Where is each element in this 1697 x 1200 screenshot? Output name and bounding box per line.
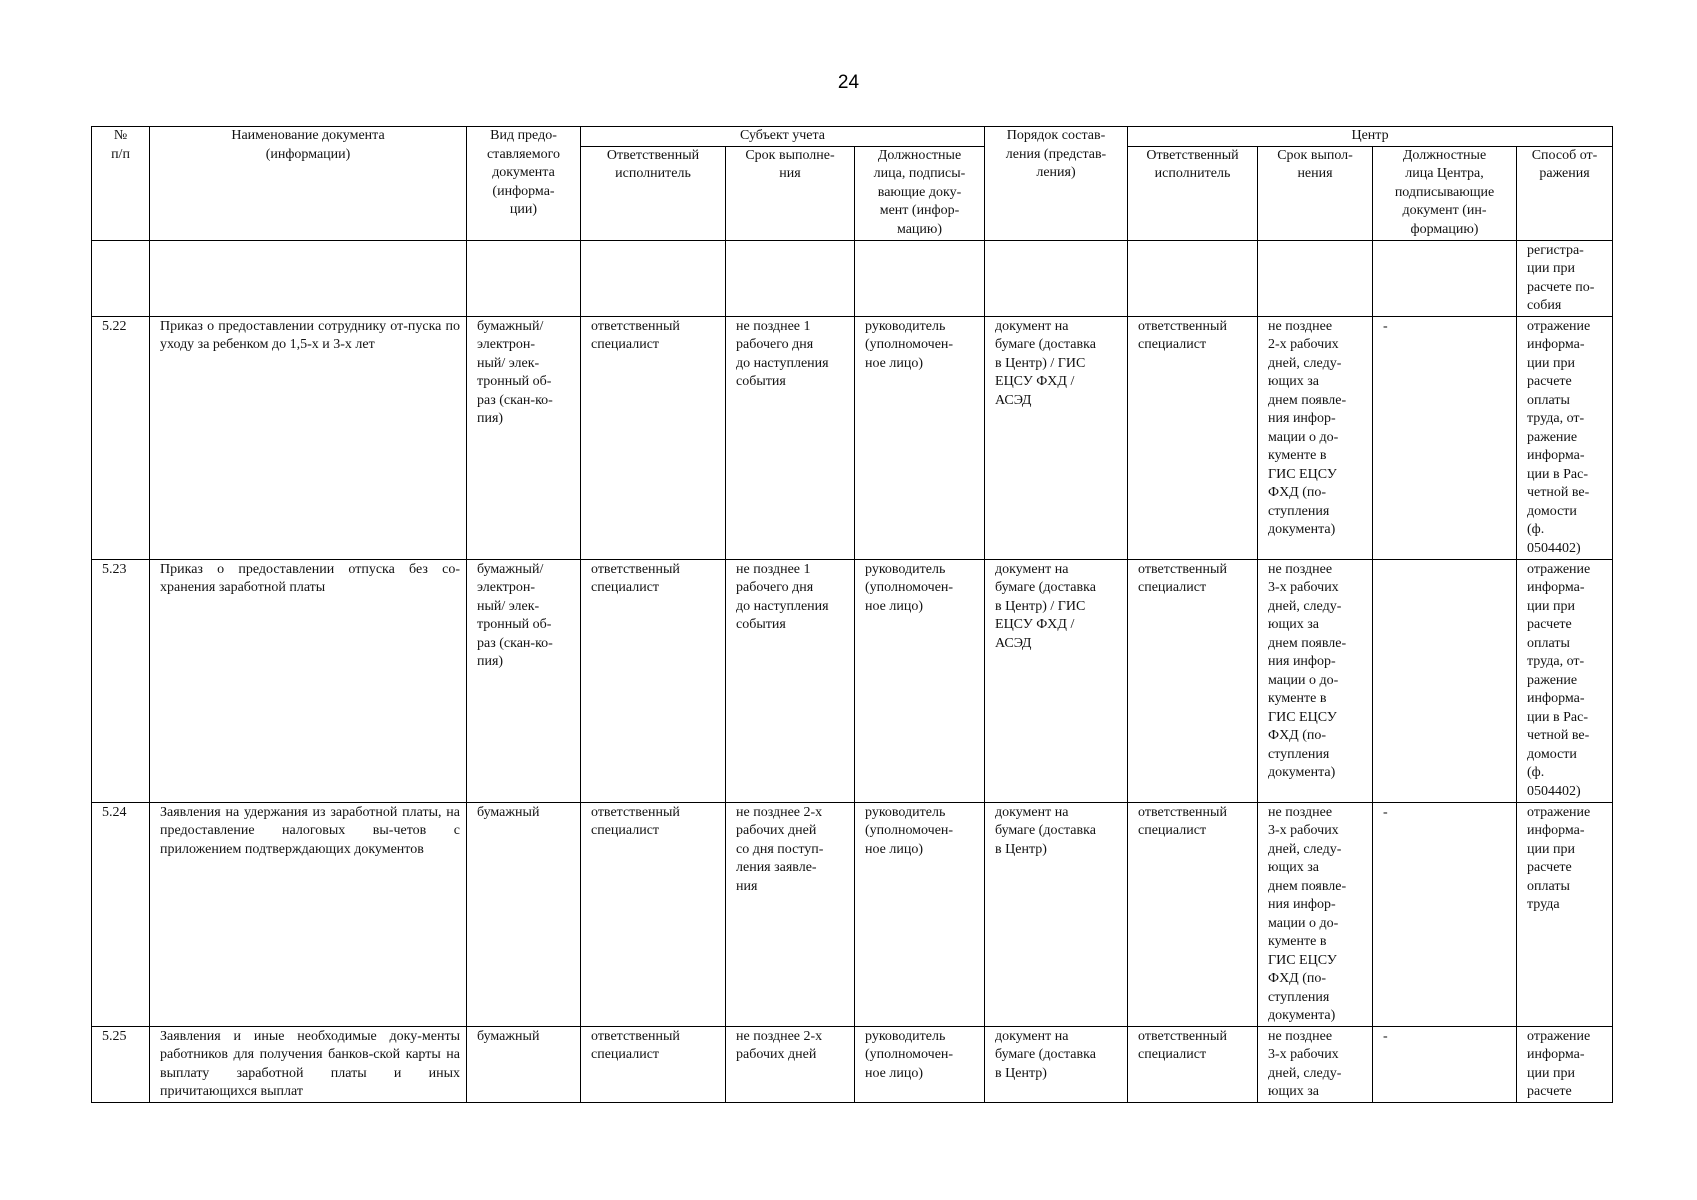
cell-no: 5.25 xyxy=(92,1026,150,1102)
table-row xyxy=(92,316,1613,559)
document-table xyxy=(91,126,1613,1103)
header-kind: Вид предо- ставляемого документа (информа- ции) xyxy=(467,127,581,241)
cell-center-term xyxy=(1258,240,1373,316)
cell-center-officials xyxy=(1373,240,1517,316)
cell-kind xyxy=(467,240,581,316)
cell-no: 5.23 xyxy=(92,559,150,802)
cell-subj-officials: руководитель (уполномочен- ное лицо) xyxy=(855,559,985,802)
cell-name: Приказ о предоставлении отпуска без со-хранения заработной платы xyxy=(150,559,467,802)
cell-center-method: отражение информа- ции при расчете xyxy=(1517,1026,1613,1102)
cell-subj-responsible: ответственный специалист xyxy=(581,316,726,559)
cell-name: Приказ о предоставлении сотруднику от-пуска по уходу за ребенком до 1,5-х и 3-х лет xyxy=(150,316,467,559)
cell-center-responsible xyxy=(1128,240,1258,316)
cell-subj-term: не позднее 2-х рабочих дней xyxy=(726,1026,855,1102)
header-center-officials: Должностные лица Центра, подписывающие документ (ин- формацию) xyxy=(1373,146,1517,240)
cell-subj-term xyxy=(726,240,855,316)
cell-center-officials: - xyxy=(1373,1026,1517,1102)
header-center-term: Срок выпол- нения xyxy=(1258,146,1373,240)
cell-subj-term: не позднее 2-х рабочих дней со дня поступ- ления заявле- ния xyxy=(726,802,855,1026)
cell-no: 5.24 xyxy=(92,802,150,1026)
cell-center-officials xyxy=(1373,559,1517,802)
cell-subj-officials: руководитель (уполномочен- ное лицо) xyxy=(855,1026,985,1102)
cell-kind: бумажный/ электрон- ный/ элек- тронный об- раз (скан-ко- пия) xyxy=(467,559,581,802)
header-subj-officials: Должностные лица, подписы- вающие доку- мент (инфор- мацию) xyxy=(855,146,985,240)
cell-no xyxy=(92,240,150,316)
cell-order: документ на бумаге (доставка в Центр) / ГИС ЕЦСУ ФХД / АСЭД xyxy=(985,559,1128,802)
cell-subj-term: не позднее 1 рабочего дня до наступления события xyxy=(726,316,855,559)
cell-center-responsible: ответственный специалист xyxy=(1128,1026,1258,1102)
cell-kind: бумажный/ электрон- ный/ элек- тронный об- раз (скан-ко- пия) xyxy=(467,316,581,559)
header-name: Наименование документа (информации) xyxy=(150,127,467,241)
cell-name xyxy=(150,240,467,316)
cell-subj-responsible: ответственный специалист xyxy=(581,1026,726,1102)
cell-subj-responsible: ответственный специалист xyxy=(581,559,726,802)
page-number: 24 xyxy=(837,72,860,93)
cell-center-term: не позднее 2-х рабочих дней, следу- ющих за днем появле- ния инфор- мации о до- кументе в ГИС ЕЦСУ ФХД (по- ступления документа) xyxy=(1258,316,1373,559)
cell-center-officials: - xyxy=(1373,802,1517,1026)
table-row xyxy=(92,802,1613,1026)
cell-order: документ на бумаге (доставка в Центр) xyxy=(985,1026,1128,1102)
cell-order xyxy=(985,240,1128,316)
cell-subj-term: не позднее 1 рабочего дня до наступления события xyxy=(726,559,855,802)
cell-subj-responsible xyxy=(581,240,726,316)
cell-kind: бумажный xyxy=(467,802,581,1026)
cell-name: Заявления и иные необходимые доку-менты работников для получения банков-ской карты на выплату заработной платы и иных причитающихся выплат xyxy=(150,1026,467,1102)
header-group-subject: Субъект учета xyxy=(581,127,985,147)
table-row xyxy=(92,1026,1613,1102)
header-center-method: Способ от- ражения xyxy=(1517,146,1613,240)
cell-subj-officials: руководитель (уполномочен- ное лицо) xyxy=(855,316,985,559)
cell-center-responsible: ответственный специалист xyxy=(1128,559,1258,802)
table-row xyxy=(92,240,1613,316)
header-order: Порядок состав- ления (представ- ления) xyxy=(985,127,1128,241)
cell-center-term: не позднее 3-х рабочих дней, следу- ющих за днем появле- ния инфор- мации о до- кументе в ГИС ЕЦСУ ФХД (по- ступления документа) xyxy=(1258,802,1373,1026)
header-center-responsible: Ответственный исполнитель xyxy=(1128,146,1258,240)
cell-center-officials: - xyxy=(1373,316,1517,559)
cell-center-method: отражение информа- ции при расчете оплаты труда xyxy=(1517,802,1613,1026)
cell-center-term: не позднее 3-х рабочих дней, следу- ющих за xyxy=(1258,1026,1373,1102)
cell-subj-officials xyxy=(855,240,985,316)
header-subj-term: Срок выполне- ния xyxy=(726,146,855,240)
cell-subj-officials: руководитель (уполномочен- ное лицо) xyxy=(855,802,985,1026)
cell-center-method: отражение информа- ции при расчете оплаты труда, от- ражение информа- ции в Рас- четной ве- домости (ф. 0504402) xyxy=(1517,316,1613,559)
cell-no: 5.22 xyxy=(92,316,150,559)
cell-center-method: отражение информа- ции при расчете оплаты труда, от- ражение информа- ции в Рас- четной ве- домости (ф. 0504402) xyxy=(1517,559,1613,802)
table-header xyxy=(92,127,1613,241)
cell-subj-responsible: ответственный специалист xyxy=(581,802,726,1026)
cell-name: Заявления на удержания из заработной платы, на предоставление налоговых вы-четов с приложением подтверждающих документов xyxy=(150,802,467,1026)
cell-center-term: не позднее 3-х рабочих дней, следу- ющих за днем появле- ния инфор- мации о до- кументе в ГИС ЕЦСУ ФХД (по- ступления документа) xyxy=(1258,559,1373,802)
cell-order: документ на бумаге (доставка в Центр) / ГИС ЕЦСУ ФХД / АСЭД xyxy=(985,316,1128,559)
cell-center-responsible: ответственный специалист xyxy=(1128,802,1258,1026)
cell-center-method: регистра- ции при расчете по- собия xyxy=(1517,240,1613,316)
header-group-center: Центр xyxy=(1128,127,1613,147)
header-subj-responsible: Ответственный исполнитель xyxy=(581,146,726,240)
cell-kind: бумажный xyxy=(467,1026,581,1102)
cell-order: документ на бумаге (доставка в Центр) xyxy=(985,802,1128,1026)
header-no: № п/п xyxy=(92,127,150,241)
table-row xyxy=(92,559,1613,802)
cell-center-responsible: ответственный специалист xyxy=(1128,316,1258,559)
